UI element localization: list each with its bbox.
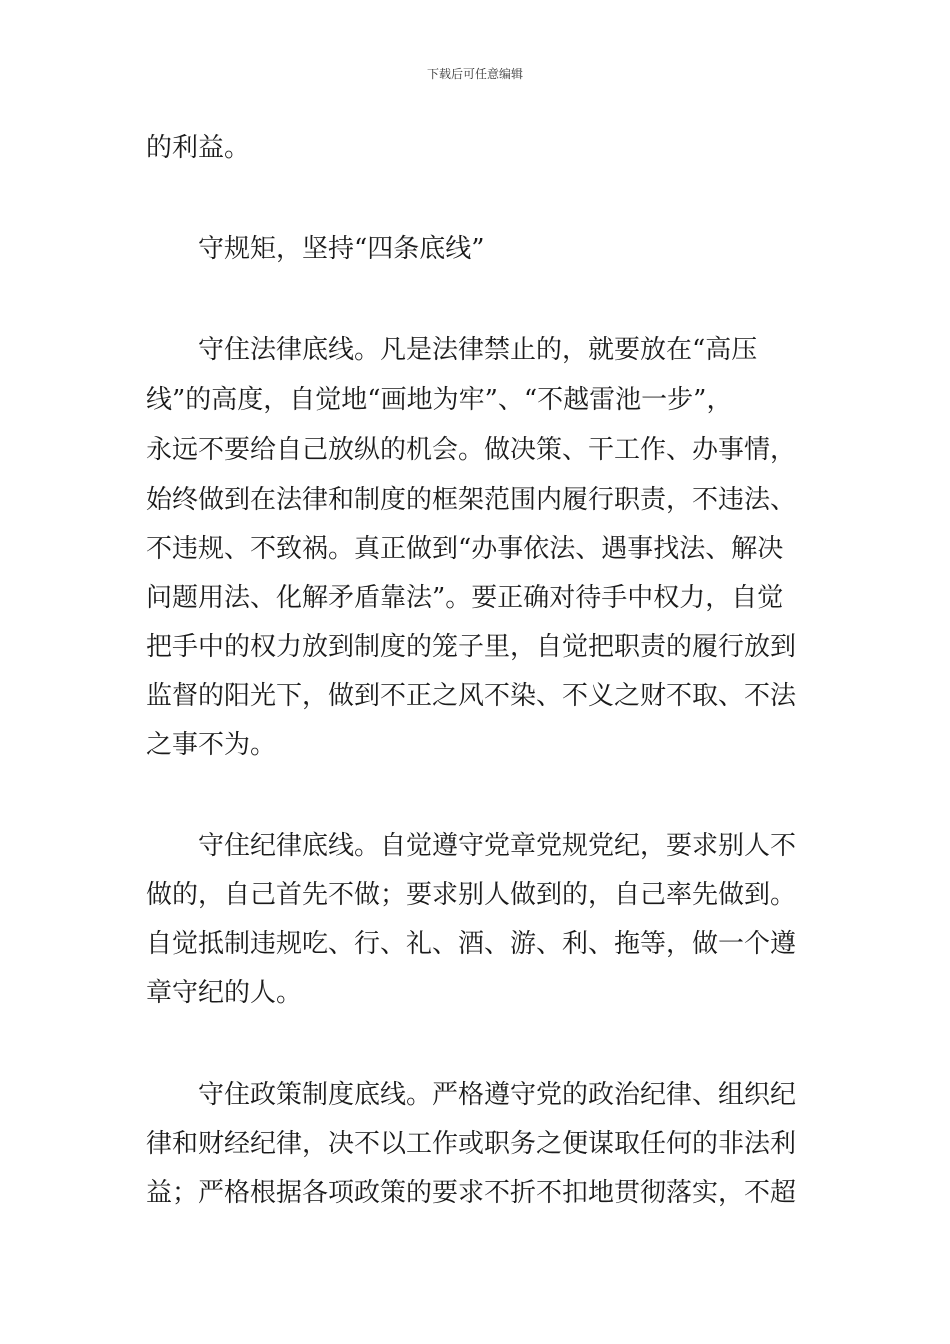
paragraph-line: 始终做到在法律和制度的框架范围内履行职责，不违法、 xyxy=(146,485,797,515)
paragraph-line: 线”的高度，自觉地“画地为牢”、“不越雷池一步”， xyxy=(146,385,733,415)
paragraph-line: 益；严格根据各项政策的要求不折不扣地贯彻落实，不超 xyxy=(146,1178,797,1208)
section-heading: 守规矩，坚持“四条底线” xyxy=(198,234,485,264)
paragraph-line: 守住政策制度底线。严格遵守党的政治纪律、组织纪 xyxy=(198,1080,797,1110)
paragraph-line: 守住纪律底线。自觉遵守党章党规党纪，要求别人不 xyxy=(198,831,797,861)
paragraph-line: 守住法律底线。凡是法律禁止的，就要放在“高压 xyxy=(198,335,758,365)
page-header: 下载后可任意编辑 xyxy=(426,67,523,81)
paragraph-line: 监督的阳光下，做到不正之风不染、不义之财不取、不法 xyxy=(146,681,797,711)
paragraph-line: 自觉抵制违规吃、行、礼、酒、游、利、拖等，做一个遵 xyxy=(146,929,797,959)
paragraph-line: 问题用法、化解矛盾靠法”。要正确对待手中权力，自觉 xyxy=(146,583,784,613)
paragraph-line: 章守纪的人。 xyxy=(146,978,303,1008)
paragraph-line: 做的，自己首先不做；要求别人做到的，自己率先做到。 xyxy=(146,880,797,910)
paragraph-line: 之事不为。 xyxy=(146,730,277,760)
paragraph-line: 永远不要给自己放纵的机会。做决策、干工作、办事情， xyxy=(146,435,797,465)
paragraph-line: 把手中的权力放到制度的笼子里，自觉把职责的履行放到 xyxy=(146,632,797,662)
paragraph-line: 律和财经纪律，决不以工作或职务之便谋取任何的非法利 xyxy=(146,1129,797,1159)
paragraph-line: 的利益。 xyxy=(146,133,251,163)
paragraph-line: 不违规、不致祸。真正做到“办事依法、遇事找法、解决 xyxy=(146,534,784,564)
